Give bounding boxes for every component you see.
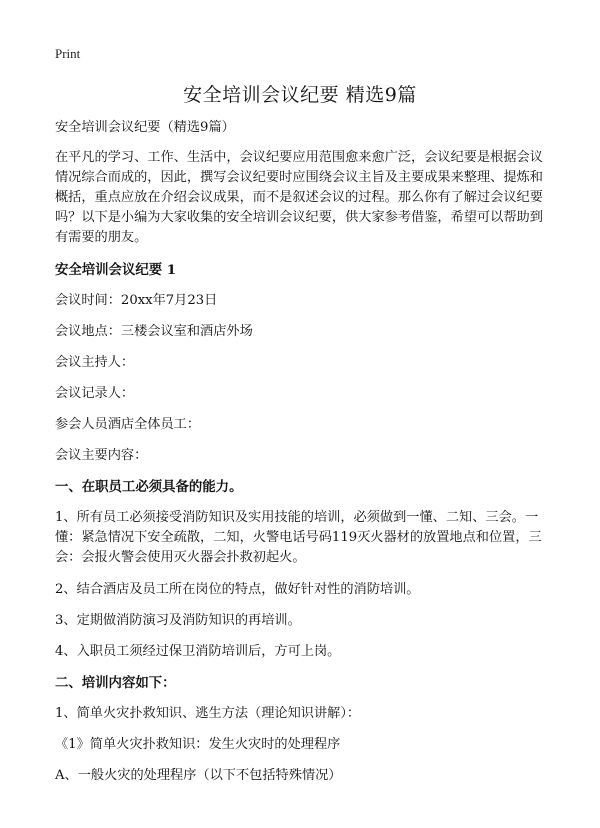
page-title: 安全培训会议纪要 精选9篇 xyxy=(183,84,417,106)
meeting-time: 会议时间：20xx年7月23日 xyxy=(55,293,218,308)
list-item: 1、所有员工必须接受消防知识及实用技能的培训，必须做到一懂、二知、三会。一懂：紧急情况下安全疏散，二知，火警电话号码119灭火器材的放置地点和位置，三会：会报火警会使用灭火器会扑救初起火。 xyxy=(55,510,542,565)
list-item: 1、简单火灾扑救知识、逃生方法（理论知识讲解）： xyxy=(55,706,361,721)
list-item: 《1》简单火灾扑救知识：发生火灾时的处理程序 xyxy=(55,737,341,752)
list-item: A、一般火灾的处理程序（以下不包括特殊情况） xyxy=(55,768,342,783)
list-item: 3、定期做消防演习及消防知识的再培训。 xyxy=(55,613,301,628)
section-heading: 安全培训会议纪要 1 xyxy=(55,262,177,278)
meeting-place: 会议地点：三楼会议室和酒店外场 xyxy=(55,324,253,339)
meeting-recorder: 会议记录人： xyxy=(55,386,135,401)
intro-paragraph: 在平凡的学习、工作、生活中，会议纪要应用范围愈来愈广泛，会议纪要是根据会议情况综合而成的，因此，撰写会议纪要时应围绕会议主旨及主要成果来整理、提炼和概括，重点应放在介绍会议成果，而不是叙述会议的过程。那么你有了解过会议纪要吗？以下是小编为大家收集的安全培训会议纪要，供大家参考借鉴，希望可以帮助到有需要的朋友。 xyxy=(55,150,543,245)
meeting-host: 会议主持人： xyxy=(55,355,135,370)
list-item: 4、入职员工须经过保卫消防培训后，方可上岗。 xyxy=(55,644,341,659)
list-item: 2、结合酒店及员工所在岗位的特点，做好针对性的消防培训。 xyxy=(55,582,420,597)
document-body xyxy=(55,118,547,797)
subheading-1: 一、在职员工必须具备的能力。 xyxy=(55,479,243,495)
document-subtitle: 安全培训会议纪要（精选9篇） xyxy=(55,120,235,135)
meeting-attendees: 参会人员酒店全体员工： xyxy=(55,417,201,432)
print-link[interactable]: Print xyxy=(55,46,81,61)
subheading-2: 二、培训内容如下： xyxy=(55,675,176,691)
meeting-main-content: 会议主要内容： xyxy=(55,448,148,463)
